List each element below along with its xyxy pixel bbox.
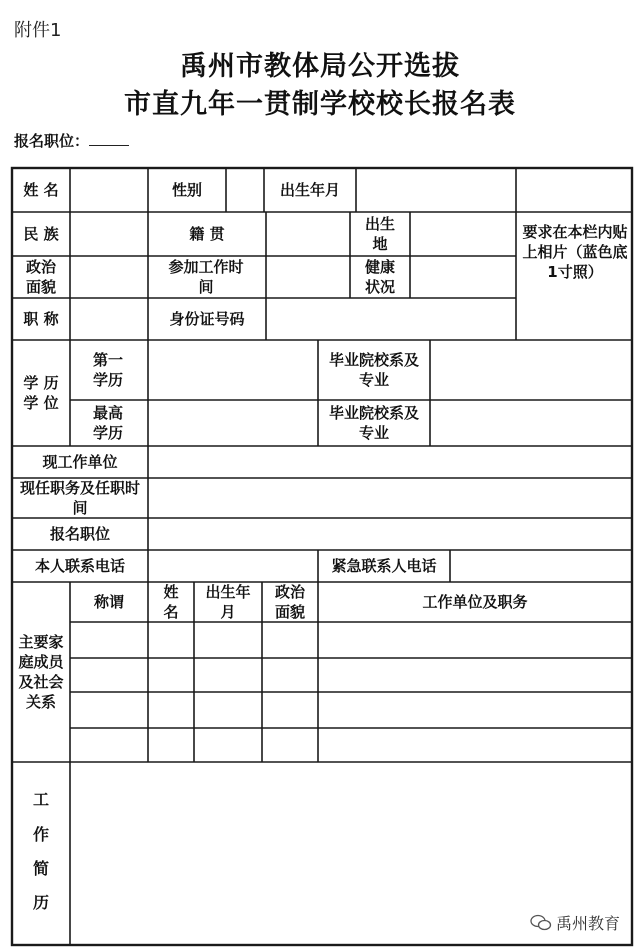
label-relation: 称谓	[93, 592, 124, 611]
label-family-work: 工作单位及职务	[422, 592, 528, 611]
label-ethnicity: 民 族	[23, 224, 59, 243]
label-native-place: 籍 贯	[189, 224, 225, 243]
label-work-resume: 工 作 简 历	[32, 790, 49, 913]
watermark	[530, 911, 620, 934]
label-family-birth: 出生年月	[205, 582, 251, 621]
label-emergency-phone: 紧急联系人电话	[331, 556, 437, 575]
label-birth: 出生年月	[279, 180, 340, 199]
label-name: 姓 名	[23, 180, 59, 199]
label-birthplace: 出生地	[364, 214, 395, 253]
label-phone: 本人联系电话	[34, 556, 125, 575]
label-id-number: 身份证号码	[169, 309, 245, 328]
form-title-line-1: 禹州市教体局公开选拔	[180, 51, 460, 82]
label-first-education: 第一学历	[92, 350, 123, 389]
label-apply-post: 报名职位	[49, 524, 110, 543]
label-first-school: 毕业院校系及专业	[328, 350, 419, 389]
position-label-text: 报名职位：	[14, 132, 90, 150]
form-title-line-2: 市直九年一贯制学校校长报名表	[124, 89, 516, 120]
watermark-text: 禹州教育	[555, 914, 620, 933]
label-family: 主要家庭成员及社会关系	[18, 632, 64, 712]
label-highest-education: 最高学历	[92, 403, 123, 442]
label-work-start: 参加工作时间	[168, 257, 244, 296]
label-health: 健康状况	[364, 257, 395, 296]
photo-instruction: 要求在本栏内贴上相片（蓝色底1寸照）	[522, 222, 628, 282]
label-education-degree: 学 历 学 位	[23, 373, 59, 412]
attachment-label: 附件1	[14, 20, 62, 41]
label-title-rank: 职 称	[23, 309, 59, 328]
label-current-unit: 现工作单位	[42, 452, 118, 471]
label-family-name: 姓名	[163, 582, 179, 621]
label-highest-school: 毕业院校系及专业	[328, 403, 419, 442]
label-political: 政治面貌	[25, 257, 56, 296]
label-current-post: 现任职务及任职时间	[19, 478, 140, 517]
wechat-icon	[530, 914, 552, 932]
label-gender: 性别	[171, 180, 202, 199]
label-family-political: 政治面貌	[274, 582, 305, 621]
